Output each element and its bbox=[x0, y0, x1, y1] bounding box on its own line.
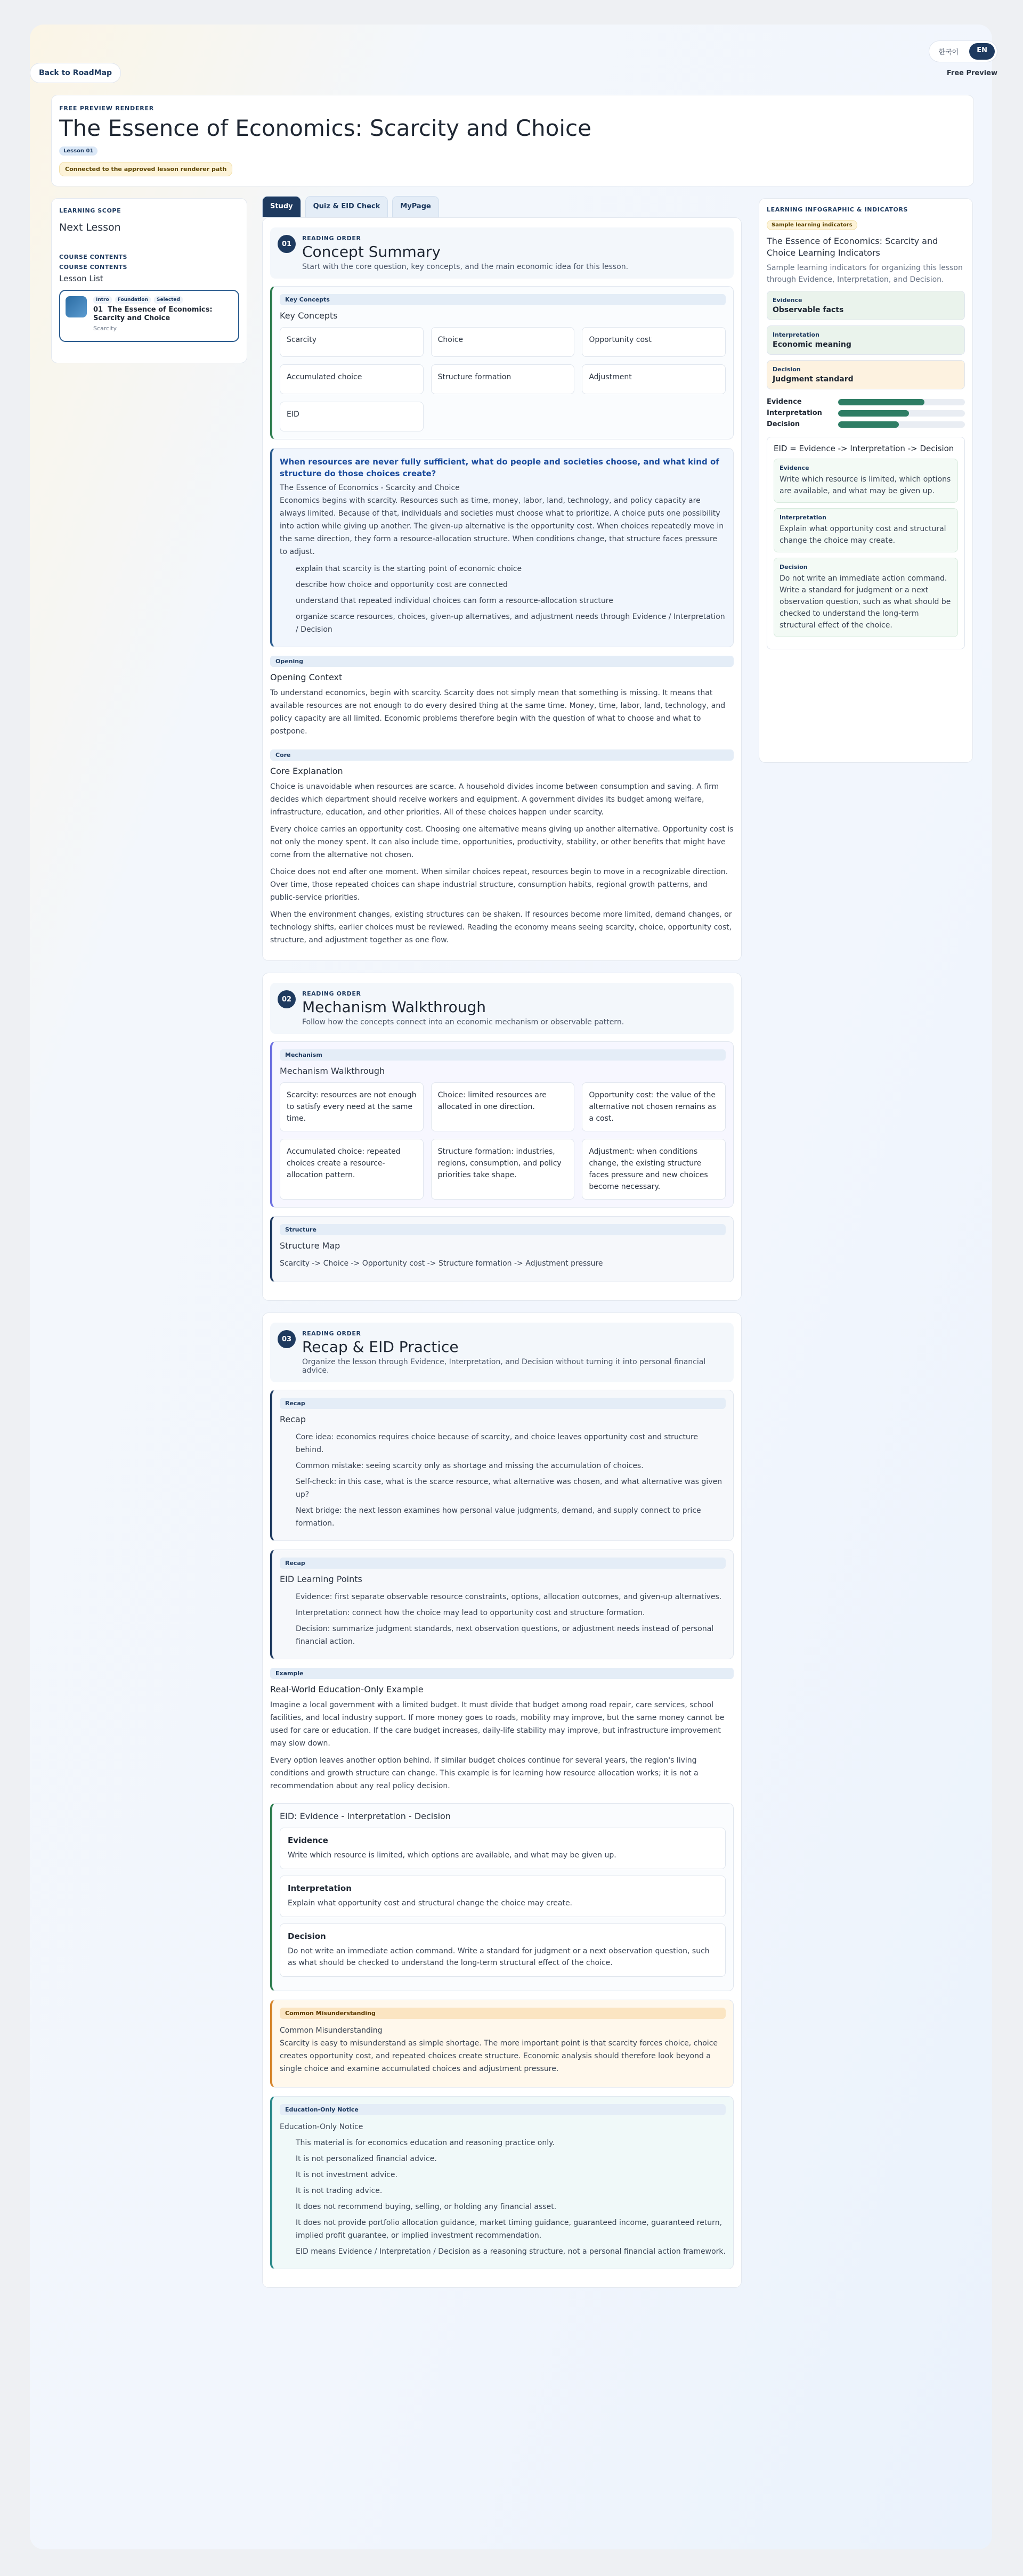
indicator-bar-fill bbox=[838, 399, 924, 405]
core-question-subtitle: The Essence of Economics - Scarcity and Choice bbox=[280, 484, 460, 492]
mechanism-band: Mechanism bbox=[280, 1049, 726, 1061]
tab-study[interactable]: Study bbox=[262, 196, 301, 217]
eid-points-list bbox=[280, 1591, 726, 1648]
section-description: Organize the lesson through Evidence, Interpretation, and Decision without turning it into personal financial advice. bbox=[302, 1358, 706, 1375]
section-number: 01 bbox=[278, 235, 296, 253]
core-paragraph: Choice is unavoidable when resources are scarce. A household divides income between consumption and saving. A firm decides which department should receive workers and equipment. A government divides its budget among welfare, infrastructure, education, and other priorities. All of these choices happen under scarcity. bbox=[270, 782, 719, 817]
left-sidebar bbox=[51, 198, 247, 363]
core-paragraph: When the environment changes, existing structures can be shaken. If resources become more limited, demand changes, or technology shifts, earlier choices must be reviewed. Reading the economy means seeing scarcity, choice, opportunity cost, structure, and adjustment together as one flow. bbox=[270, 910, 732, 944]
eid-flow-card bbox=[774, 508, 958, 552]
eid-flow-title: EID = Evidence -> Interpretation -> Decision bbox=[774, 444, 954, 453]
opening-band: Opening bbox=[270, 656, 734, 667]
reading-order-label: READING ORDER bbox=[302, 1330, 361, 1337]
lesson-number: 01 bbox=[93, 306, 103, 314]
notice-box bbox=[270, 2096, 734, 2269]
indicator-value: Observable facts bbox=[773, 306, 844, 314]
mechanism-step: Structure formation: industries, regions, consumption, and policy priorities take shape. bbox=[431, 1139, 575, 1200]
section-concept-summary bbox=[262, 217, 742, 961]
indicator-bar-track bbox=[838, 399, 965, 405]
eid-practice-cards bbox=[280, 1828, 726, 1977]
eid-points-box bbox=[270, 1550, 734, 1659]
language-switch bbox=[929, 40, 997, 62]
concept-grid bbox=[280, 327, 726, 431]
notice-title: Education-Only Notice bbox=[280, 2123, 363, 2131]
learning-goals-list bbox=[280, 563, 726, 636]
eid-card-label: Evidence bbox=[288, 1836, 328, 1845]
concept-chip: Accumulated choice bbox=[280, 364, 424, 394]
indicator-value: Economic meaning bbox=[773, 340, 851, 349]
lesson-list-label: Lesson List bbox=[59, 274, 103, 283]
eid-flow-text: Do not write an immediate action command. Write a standard for judgment or a next observation question, such as what should be checked to understand the long-term structural effect of the choice. bbox=[780, 574, 951, 630]
eid-flow-cards bbox=[774, 459, 958, 637]
eid-point-item: Interpretation: connect how the choice may lead to opportunity cost and structure formation. bbox=[296, 1609, 645, 1617]
recap-item: Self-check: in this case, what is the scarce resource, what alternative was chosen, and what alternative was given up? bbox=[296, 1478, 722, 1499]
indicator-label: Interpretation bbox=[773, 331, 819, 338]
section-description: Start with the core question, key concepts, and the main economic idea for this lesson. bbox=[302, 263, 629, 271]
learning-scope-label: LEARNING SCOPE bbox=[59, 207, 121, 214]
section-header bbox=[270, 227, 734, 279]
concept-chip: Adjustment bbox=[582, 364, 726, 394]
hero-eyebrow: FREE PREVIEW RENDERER bbox=[59, 105, 155, 112]
lang-ko-button[interactable]: 한국어 bbox=[938, 48, 959, 56]
eid-card-label: Decision bbox=[288, 1931, 326, 1941]
section-mechanism bbox=[262, 973, 742, 1301]
core-question-text: Economics begins with scarcity. Resources such as time, money, labor, land, technology, and policy capacity are always limited. Because of that, individuals and societies must choose what to prioritize. A choice puts one possibility into action while giving up another. The given-up alternative is the opportunity cost. When choices repeatedly move in the same direction, they form a resource-allocation structure. When conditions change, that structure faces pressure to adjust. bbox=[280, 496, 724, 556]
lesson-card-title: The Essence of Economics: Scarcity and Choice bbox=[93, 306, 213, 322]
core-question: When resources are never fully sufficient, what do people and societies choose, and what kind of structure do those choices create? bbox=[280, 457, 719, 478]
course-contents-toggle[interactable]: COURSE CONTENTS bbox=[59, 264, 127, 271]
core-paragraph: Choice does not end after one moment. When similar choices repeat, resources begin to move in a recognizable direction. Over time, those repeated choices can shape industrial structure, consumption habits, regional growth patterns, and public-service priorities. bbox=[270, 868, 728, 902]
tag-foundation: Foundation bbox=[115, 296, 151, 304]
eid-card-label: Interpretation bbox=[288, 1884, 352, 1893]
indicator-bar-label: Interpretation bbox=[767, 409, 822, 417]
section-description: Follow how the concepts connect into an economic mechanism or observable pattern. bbox=[302, 1018, 624, 1026]
core-title: Core Explanation bbox=[270, 766, 343, 776]
sample-indicators-badge: Sample learning indicators bbox=[767, 220, 857, 230]
eid-card-text: Do not write an immediate action command. Write a standard for judgment or a next observation question, such as what should be checked to understand the long-term structural effect of the choice. bbox=[288, 1947, 710, 1967]
notice-item: This material is for economics education and reasoning practice only. bbox=[296, 2139, 555, 2147]
learning-goal-item: describe how choice and opportunity cost are connected bbox=[296, 581, 508, 589]
section-header bbox=[270, 983, 734, 1034]
indicator-bar bbox=[767, 398, 965, 406]
recap-band: Recap bbox=[280, 1398, 726, 1409]
recap-item: Next bridge: the next lesson examines how personal value judgments, demand, and supply connect to price formation. bbox=[296, 1506, 701, 1528]
example-paragraph: Every option leaves another option behind. If similar budget choices continue for several years, the region's living conditions and growth structure can change. This example is for learning how resource allocation works; it is not a recommendation about any real policy decision. bbox=[270, 1756, 699, 1790]
mechanism-grid bbox=[280, 1082, 726, 1200]
eid-practice-title: EID: Evidence - Interpretation - Decision bbox=[280, 1811, 451, 1821]
recap-title: Recap bbox=[280, 1414, 306, 1424]
concept-chip: EID bbox=[280, 402, 424, 431]
core-band: Core bbox=[270, 749, 734, 761]
hero-header bbox=[51, 95, 974, 186]
eid-flow-box bbox=[767, 437, 965, 649]
notice-item: It is not trading advice. bbox=[296, 2187, 383, 2195]
indicator-bar-label: Evidence bbox=[767, 398, 802, 406]
concept-chip: Scarcity bbox=[280, 327, 424, 357]
eid-flow-label: Interpretation bbox=[780, 514, 826, 521]
eid-flow-text: Explain what opportunity cost and structural change the choice may create. bbox=[780, 525, 946, 545]
mechanism-box bbox=[270, 1041, 734, 1208]
lesson-thumbnail bbox=[66, 296, 87, 317]
indicators-heading: LEARNING INFOGRAPHIC & INDICATORS bbox=[767, 206, 908, 213]
indicator-label: Decision bbox=[773, 366, 801, 373]
recap-box bbox=[270, 1390, 734, 1541]
tab-mypage[interactable]: MyPage bbox=[392, 196, 439, 217]
section-header bbox=[270, 1323, 734, 1382]
section-number: 02 bbox=[278, 990, 296, 1008]
tag-intro: Intro bbox=[93, 296, 112, 304]
key-concepts-box bbox=[270, 286, 734, 439]
back-to-roadmap-button[interactable]: Back to RoadMap bbox=[30, 63, 121, 83]
indicator-bar-track bbox=[838, 421, 965, 428]
eid-flow-label: Decision bbox=[780, 564, 808, 570]
indicators-description: Sample learning indicators for organizing this lesson through Evidence, Interpretation, and Decision. bbox=[767, 264, 963, 284]
core-paragraph: Every choice carries an opportunity cost. Choosing one alternative means giving up another alternative. Opportunity cost is not only the money spent. It can also include time, opportunities, productivity, stability, or other benefits that might have come from the alternative not chosen. bbox=[270, 825, 734, 859]
indicator-bar-fill bbox=[838, 410, 909, 417]
eid-practice-card bbox=[280, 1923, 726, 1977]
recap-item: Common mistake: seeing scarcity only as shortage and missing the accumulation of choices. bbox=[296, 1462, 644, 1470]
indicator-label: Evidence bbox=[773, 297, 802, 304]
misunderstanding-box bbox=[270, 2000, 734, 2088]
example-paragraphs bbox=[270, 1699, 734, 1792]
lesson-card-subtitle: Scarcity bbox=[93, 325, 117, 332]
notice-item: It does not provide portfolio allocation guidance, market timing guidance, guaranteed income, guaranteed return, implied profit guarantee, or implied investment recommendation. bbox=[296, 2219, 722, 2240]
structure-map-box bbox=[270, 1216, 734, 1282]
mechanism-step: Scarcity: resources are not enough to satisfy every need at the same time. bbox=[280, 1082, 424, 1131]
section-recap bbox=[262, 1313, 742, 2288]
key-concepts-band: Key Concepts bbox=[280, 294, 726, 305]
misunderstanding-band: Common Misunderstanding bbox=[280, 2008, 726, 2019]
mechanism-step: Adjustment: when conditions change, the existing structure faces pressure and new choices become necessary. bbox=[582, 1139, 726, 1200]
reading-order-label: READING ORDER bbox=[302, 235, 361, 242]
free-preview-label: Free Preview bbox=[946, 69, 997, 77]
structure-band: Structure bbox=[280, 1224, 726, 1235]
key-concepts-title: Key Concepts bbox=[280, 311, 338, 321]
concept-chip: Opportunity cost bbox=[582, 327, 726, 357]
opening-title: Opening Context bbox=[270, 672, 343, 682]
mechanism-title: Mechanism Walkthrough bbox=[280, 1066, 385, 1076]
top-bar bbox=[30, 40, 997, 77]
notice-item: It is not personalized financial advice. bbox=[296, 2155, 437, 2163]
eid-card-text: Write which resource is limited, which options are available, and what may be given up. bbox=[288, 1851, 616, 1860]
indicators-title: The Essence of Economics: Scarcity and Choice Learning Indicators bbox=[767, 236, 938, 258]
notice-item: It is not investment advice. bbox=[296, 2171, 397, 2179]
eid-flow-label: Evidence bbox=[780, 464, 809, 471]
indicator-value: Judgment standard bbox=[773, 375, 854, 384]
section-title: Concept Summary bbox=[302, 243, 441, 260]
eid-point-item: Decision: summarize judgment standards, next observation questions, or adjustment needs instead of personal financial action. bbox=[296, 1625, 714, 1646]
eid-points-title: EID Learning Points bbox=[280, 1574, 362, 1584]
misunderstanding-text: Scarcity is easy to misunderstand as simple shortage. The more important point is that scarcity forces choice, choice creates opportunity cost, and repeated choices create structure. Economic analysis should therefore look beyond a single choice and examine accumulated choices and adjustment pressure. bbox=[280, 2039, 718, 2073]
lang-en-button[interactable]: EN bbox=[969, 43, 995, 60]
eid-practice-box bbox=[270, 1803, 734, 1991]
example-title: Real-World Education-Only Example bbox=[270, 1684, 424, 1694]
indicator-bar-track bbox=[838, 410, 965, 417]
misunderstanding-title: Common Misunderstanding bbox=[280, 2026, 383, 2035]
reading-order-label: READING ORDER bbox=[302, 990, 361, 997]
tag-selected: Selected bbox=[154, 296, 183, 304]
eid-flow-card bbox=[774, 459, 958, 503]
opening-text: To understand economics, begin with scarcity. Scarcity does not simply mean that something is missing. It means that available resources are not enough to do every desired thing at the same time. Money, time, labor, land, technology, and policy capacity are all limited. Economic problems therefore begin with the question of what to choose and what to postpone. bbox=[270, 689, 726, 736]
learning-goal-item: organize scarce resources, choices, given-up alternatives, and adjustment needs through Evidence / Interpretation / Decision bbox=[296, 613, 725, 634]
learning-goal-item: explain that scarcity is the starting point of economic choice bbox=[296, 565, 522, 573]
eid-card-text: Explain what opportunity cost and structural change the choice may create. bbox=[288, 1899, 573, 1907]
section-title: Recap & EID Practice bbox=[302, 1338, 459, 1356]
indicator-bars bbox=[767, 398, 965, 428]
lesson-card-selected[interactable] bbox=[59, 290, 239, 342]
eid-flow-text: Write which resource is limited, which options are available, and what may be given up. bbox=[780, 475, 951, 495]
notice-item: It does not recommend buying, selling, or holding any financial asset. bbox=[296, 2203, 557, 2211]
next-lesson-link[interactable]: Next Lesson bbox=[59, 222, 121, 233]
page-title: The Essence of Economics: Scarcity and Choice bbox=[59, 115, 591, 141]
indicator-bar bbox=[767, 409, 965, 417]
eid-points-band: Recap bbox=[280, 1558, 726, 1569]
mechanism-step: Choice: limited resources are allocated in one direction. bbox=[431, 1082, 575, 1131]
mechanism-step: Accumulated choice: repeated choices create a resource-allocation pattern. bbox=[280, 1139, 424, 1200]
indicator-card bbox=[767, 291, 965, 320]
core-question-box bbox=[270, 448, 734, 647]
learning-goal-item: understand that repeated individual choices can form a resource-allocation structure bbox=[296, 597, 613, 605]
section-number: 03 bbox=[278, 1330, 296, 1348]
structure-title: Structure Map bbox=[280, 1241, 340, 1251]
eid-flow-card bbox=[774, 558, 958, 637]
eid-point-item: Evidence: first separate observable resource constraints, options, allocation outcomes, and given-up alternatives. bbox=[296, 1593, 722, 1601]
structure-flow: Scarcity -> Choice -> Opportunity cost -> Structure formation -> Adjustment pressure bbox=[280, 1259, 603, 1268]
right-sidebar bbox=[759, 198, 973, 763]
section-title: Mechanism Walkthrough bbox=[302, 998, 486, 1016]
tab-quiz-eid[interactable]: Quiz & EID Check bbox=[305, 196, 388, 217]
notice-list bbox=[280, 2137, 726, 2258]
concept-chip: Choice bbox=[431, 327, 575, 357]
example-band: Example bbox=[270, 1668, 734, 1679]
notice-item: EID means Evidence / Interpretation / Decision as a reasoning structure, not a personal financial action framework. bbox=[296, 2247, 726, 2256]
indicator-bar bbox=[767, 420, 965, 428]
indicator-bar-fill bbox=[838, 421, 899, 428]
indicator-card bbox=[767, 325, 965, 355]
indicator-card bbox=[767, 360, 965, 389]
recap-item: Core idea: economics requires choice because of scarcity, and choice leaves opportunity cost and structure behind. bbox=[296, 1433, 698, 1454]
content-tabs bbox=[262, 196, 742, 217]
indicator-bar-label: Decision bbox=[767, 420, 800, 428]
mechanism-step: Opportunity cost: the value of the alternative not chosen remains as a cost. bbox=[582, 1082, 726, 1131]
lesson-badge: Lesson 01 bbox=[59, 146, 98, 156]
main-content bbox=[262, 196, 742, 2300]
eid-practice-card bbox=[280, 1828, 726, 1869]
core-paragraphs bbox=[270, 780, 734, 947]
indicator-cards bbox=[767, 291, 965, 389]
eid-practice-card bbox=[280, 1876, 726, 1917]
concept-chip: Structure formation bbox=[431, 364, 575, 394]
recap-list bbox=[280, 1431, 726, 1530]
course-contents-label: COURSE CONTENTS bbox=[59, 254, 127, 260]
notice-band: Education-Only Notice bbox=[280, 2104, 726, 2115]
example-paragraph: Imagine a local government with a limited budget. It must divide that budget among road repair, care services, school facilities, and local industry support. If more money goes to roads, mobility may improve, but the same money cannot be used for care or education. If the care budget increases, daily-life stability may improve, but infrastructure improvement may slow down. bbox=[270, 1701, 725, 1748]
renderer-status-badge: Connected to the approved lesson renderer path bbox=[59, 162, 232, 176]
